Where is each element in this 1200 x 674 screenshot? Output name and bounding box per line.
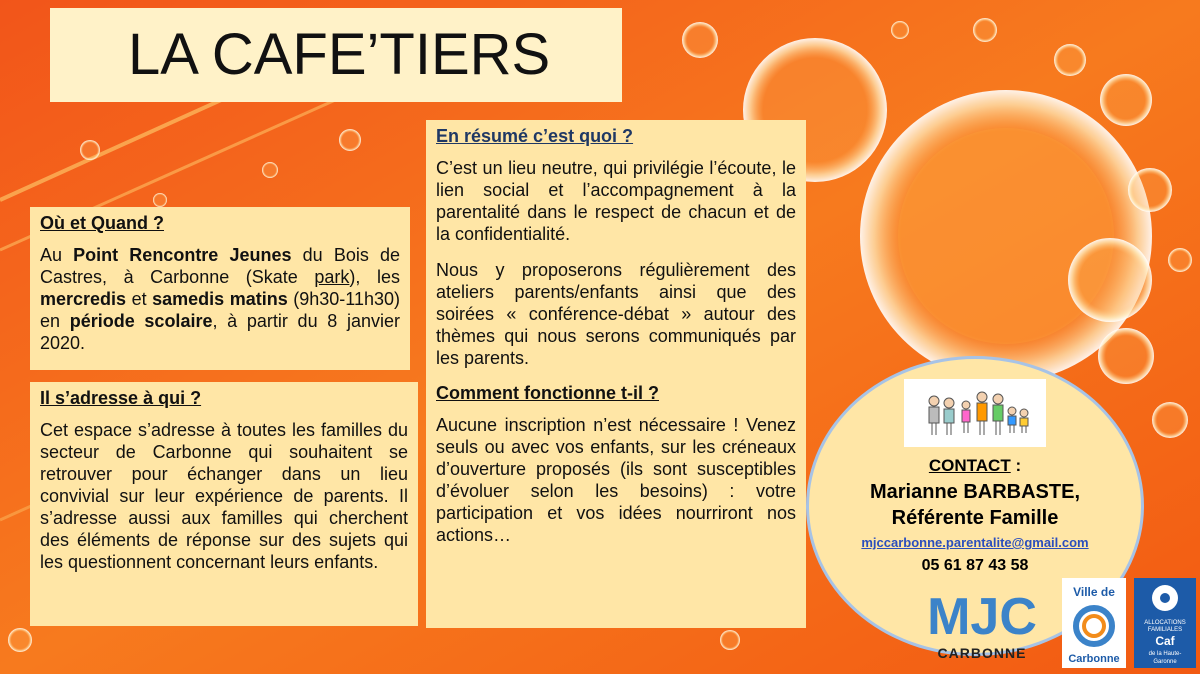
svg-text:MJC: MJC [927, 588, 1037, 646]
page-title: LA CAFE’TIERS [50, 8, 622, 102]
contact-name: Marianne BARBASTE, Référente Famille [869, 481, 1081, 529]
how-it-works-text: Aucune inscription n’est nécessaire ! Venez seuls ou avec vos enfants, sur les créneaux d’ouverture proposés (ils sont susceptibles d’évoluer selon les besoins) : votre participation et vos idées nourriront nos actions… [436, 415, 796, 545]
summary-heading: En résumé c’est quoi ? [436, 126, 634, 146]
summary-box [426, 120, 806, 628]
family-icon [904, 379, 1046, 447]
contact-label: CONTACT : [928, 456, 1022, 475]
svg-text:CARBONNE: CARBONNE [937, 645, 1027, 661]
ville-carbonne-logo [1062, 578, 1126, 668]
audience-box [30, 382, 418, 626]
summary-text-2: Nous y proposerons régulièrement des ateliers parents/enfants ainsi que des soirées « conférence-débat » autour des thèmes qui nous serons communiqués par les parents. [436, 260, 796, 368]
mjc-logo [922, 586, 1042, 666]
svg-text:FAMILIALES: FAMILIALES [1147, 627, 1183, 633]
summary-text-1: C’est un lieu neutre, qui privilégie l’écoute, le lien social et l’accompagnement à la parentalité dans le respect de chacun et de la confidentialité. [436, 158, 796, 244]
svg-text:Caf: Caf [1155, 634, 1175, 648]
svg-text:Carbonne: Carbonne [1068, 653, 1120, 665]
audience-heading: Il s’adresse à qui ? [40, 388, 202, 408]
family-illustration [904, 379, 1046, 447]
svg-text:ALLOCATIONS: ALLOCATIONS [1144, 620, 1186, 626]
where-when-box [30, 207, 410, 370]
svg-text:Ville de: Ville de [1073, 585, 1115, 599]
contact-email[interactable]: mjccarbonne.parentalite@gmail.com [861, 535, 1089, 550]
caf-logo [1134, 578, 1196, 668]
svg-text:de la Haute-: de la Haute- [1148, 651, 1182, 657]
where-when-heading: Où et Quand ? [40, 213, 164, 233]
where-when-text: Au Point Rencontre Jeunes du Bois de Castres, à Carbonne (Skate park), les mercredis et samedis matins (9h30-11h30) en période scolaire, à partir du 8 janvier 2020. [40, 245, 401, 353]
svg-text:Garonne: Garonne [1153, 659, 1177, 665]
contact-phone: 05 61 87 43 58 [921, 557, 1029, 574]
audience-text: Cet espace s’adresse à toutes les familles du secteur de Carbonne qui souhaitent se retrouver pour échanger dans un lieu convivial sur leur expérience de parents. Il s’adresse aussi aux familles qui cherchent des éléments de réponse sur des sujets qui les questionnent concernant leurs enfants. [40, 420, 408, 572]
how-it-works-heading: Comment fonctionne t-il ? [436, 383, 659, 403]
